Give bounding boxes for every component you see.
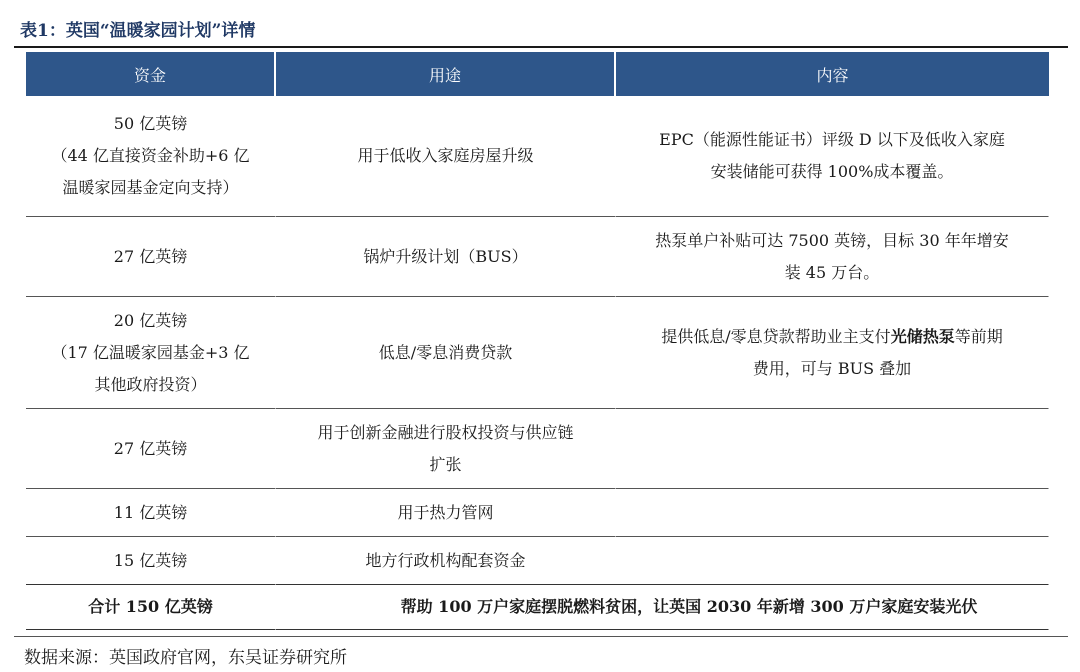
funding-line: 27 亿英镑 [113, 438, 188, 458]
funding-cell [26, 296, 276, 408]
funding-cell [26, 408, 276, 488]
content-line: 热泵单户补贴可达 7500 英镑，目标 30 年年增安 [655, 230, 1009, 250]
table-row [26, 536, 1049, 584]
funding-line: 20 亿英镑 [113, 310, 188, 330]
funding-cell [26, 216, 276, 296]
table-row [26, 408, 1049, 488]
content-line: 装 45 万台。 [784, 262, 880, 282]
bottom-rule [14, 636, 1068, 637]
usage-cell [276, 216, 616, 296]
table-caption: 表1：英国“温暖家园计划”详情 [20, 21, 256, 41]
top-rule [14, 46, 1068, 48]
content-text: 等前期 [954, 326, 1003, 346]
content-cell [616, 408, 1049, 488]
content-cell [616, 96, 1049, 216]
content-line: 安装储能可获得 100%成本覆盖。 [710, 162, 954, 181]
funding-cell [26, 96, 276, 216]
funding-line: （44 亿直接资金补助+6 亿 [51, 146, 250, 165]
content-cell [616, 296, 1049, 408]
usage-line: 锅炉升级计划（BUS） [363, 246, 528, 266]
header-row [26, 52, 1049, 96]
total-label: 合计 150 亿英镑 [26, 584, 276, 630]
content-cell [616, 216, 1049, 296]
usage-line: 低息/零息消费贷款 [378, 342, 513, 362]
content-text: 提供低息/零息贷款帮助业主支付 [661, 326, 891, 346]
funding-line: 11 亿英镑 [113, 502, 188, 522]
usage-cell [276, 96, 616, 216]
highlight-text: 光储热泵 [890, 326, 955, 346]
usage-cell [276, 296, 616, 408]
table-row [26, 96, 1049, 216]
funding-line: 温暖家园基金定向支持） [62, 178, 239, 197]
content-line: EPC（能源性能证书）评级 D 以下及低收入家庭 [659, 130, 1005, 149]
header-content: 内容 [616, 52, 1049, 96]
table-row [26, 296, 1049, 408]
total-summary: 帮助 100 万户家庭摆脱燃料贫困，让英国 2030 年新增 300 万户家庭安装光伏 [276, 584, 1049, 630]
header-usage: 用途 [276, 52, 616, 96]
usage-line: 用于创新金融进行股权投资与供应链 [317, 422, 574, 442]
content-line [622, 321, 1042, 353]
funding-line: 50 亿英镑 [113, 114, 188, 133]
funding-cell [26, 536, 276, 584]
usage-line: 扩张 [429, 454, 462, 474]
content-cell [616, 488, 1049, 536]
table-row [26, 488, 1049, 536]
usage-line: 地方行政机构配套资金 [365, 550, 526, 570]
funding-table [26, 52, 1049, 630]
funding-cell [26, 488, 276, 536]
total-row [26, 584, 1049, 630]
funding-line: 27 亿英镑 [113, 246, 188, 266]
funding-line: 15 亿英镑 [113, 550, 188, 570]
usage-line: 用于低收入家庭房屋升级 [357, 146, 534, 165]
source-note: 数据来源：英国政府官网，东吴证券研究所 [24, 648, 347, 668]
funding-line: 其他政府投资） [94, 374, 207, 394]
funding-line: （17 亿温暖家园基金+3 亿 [51, 342, 250, 362]
table-row [26, 216, 1049, 296]
usage-cell [276, 488, 616, 536]
usage-cell [276, 408, 616, 488]
usage-line: 用于热力管网 [397, 502, 494, 522]
content-line: 费用，可与 BUS 叠加 [752, 358, 912, 378]
content-cell [616, 536, 1049, 584]
usage-cell [276, 536, 616, 584]
header-funding: 资金 [26, 52, 276, 96]
